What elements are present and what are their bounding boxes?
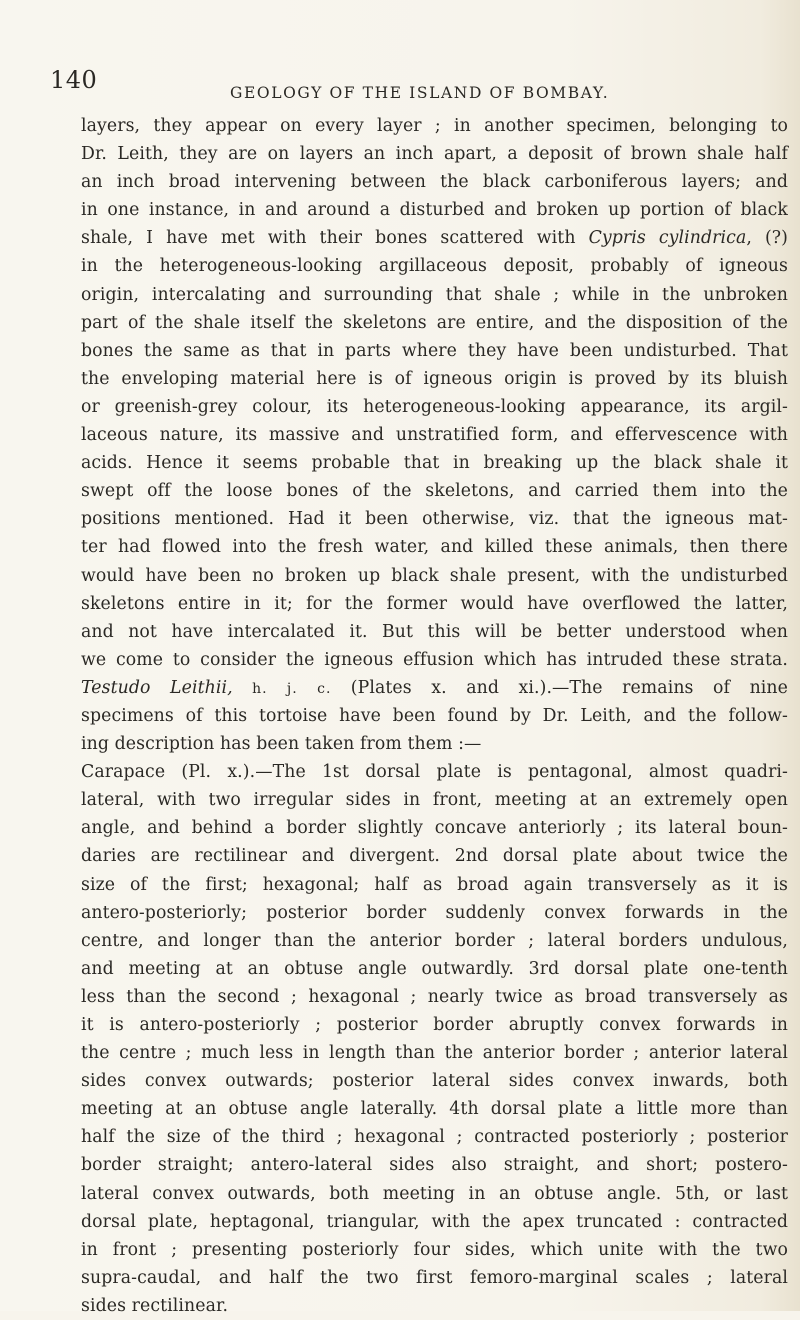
text-line: size of the first; hexagonal; half as broad again transversely as it is xyxy=(81,874,788,895)
text-line: lateral convex outwards, both meeting in an obtuse angle. 5th, or last xyxy=(81,1183,788,1204)
text-line: origin, intercalating and surrounding that shale ; while in the unbroken xyxy=(81,284,788,305)
taxon-author: h. j. c. xyxy=(232,680,351,697)
text-line: supra-caudal, and half the two first femoro-marginal scales ; lateral xyxy=(81,1267,788,1288)
text-line: skeletons entire in it; for the former would have overflowed the latter, xyxy=(81,593,788,614)
text-line: would have been no broken up black shale present, with the undisturbed xyxy=(81,565,788,586)
text-line: and meeting at an obtuse angle outwardly. 3rd dorsal plate one-tenth xyxy=(81,958,788,979)
running-title: GEOLOGY OF THE ISLAND OF BOMBAY. xyxy=(230,84,610,102)
text-line-end: (Plates x. and xi.).—The remains of nine xyxy=(350,677,788,698)
text-line: an inch broad intervening between the black carboniferous layers; and xyxy=(81,172,788,193)
text-line: meeting at an obtuse angle laterally. 4th dorsal plate a little more than xyxy=(81,1099,788,1120)
text-line: in the heterogeneous-looking argillaceous deposit, probably of igneous xyxy=(81,256,788,277)
text-line: in one instance, in and around a disturbed and broken up portion of black xyxy=(81,200,788,221)
text-line: sides convex outwards; posterior lateral sides convex inwards, both xyxy=(81,1071,788,1092)
text-line: in front ; presenting posteriorly four sides, which unite with the two xyxy=(81,1239,788,1260)
section-heading-line xyxy=(81,674,788,702)
text-line: Carapace (Pl. x.).—The 1st dorsal plate is pentagonal, almost quadri- xyxy=(81,762,788,783)
text-line: daries are rectilinear and divergent. 2nd dorsal plate about twice the xyxy=(81,846,788,867)
text-line: lateral, with two irregular sides in front, meeting at an extremely open xyxy=(81,790,788,811)
taxon-name: Testudo Leithii, xyxy=(81,677,233,698)
text-line: acids. Hence it seems probable that in breaking up the black shale it xyxy=(81,453,788,474)
body-text xyxy=(81,112,788,1320)
text-line: and not have intercalated it. But this will be better understood when xyxy=(81,621,788,642)
text-line: dorsal plate, heptagonal, triangular, with the apex truncated : contracted xyxy=(81,1211,788,1232)
text-line: laceous nature, its massive and unstratified form, and effervescence with xyxy=(81,425,788,446)
text-line: border straight; antero-lateral sides also straight, and short; postero- xyxy=(81,1155,788,1176)
text-line: swept off the loose bones of the skeletons, and carried them into the xyxy=(81,481,788,502)
text-line: centre, and longer than the anterior border ; lateral borders undulous, xyxy=(81,930,788,951)
text-line: layers, they appear on every layer ; in another specimen, belonging to xyxy=(81,116,788,136)
text-line: the centre ; much less in length than the anterior border ; anterior lateral xyxy=(81,1043,788,1064)
text-line: specimens of this tortoise have been found by Dr. Leith, and the follow- xyxy=(81,705,788,726)
species-query: , (?) xyxy=(746,228,788,249)
text-line-with-species xyxy=(81,224,788,252)
text-line: we come to consider the igneous effusion which has intruded these strata. xyxy=(81,649,788,670)
text-line: the enveloping material here is of igneous origin is proved by its bluish xyxy=(81,368,788,389)
text-line: it is antero-posteriorly ; posterior border abruptly convex forwards in xyxy=(81,1015,788,1035)
page-number: 140 xyxy=(50,66,98,94)
text-line: positions mentioned. Had it been otherwise, viz. that the igneous mat- xyxy=(81,509,788,530)
species-name: Cypris cylindrica xyxy=(588,228,747,249)
text-line: ing description has been taken from them :— xyxy=(81,734,482,755)
text-line: less than the second ; hexagonal ; nearly twice as broad transversely as xyxy=(81,986,788,1007)
text-line: or greenish-grey colour, its heterogeneous-looking appearance, its argil- xyxy=(81,396,788,417)
text-line: bones the same as that in parts where they have been undisturbed. That xyxy=(81,340,788,361)
text-line: angle, and behind a border slightly concave anteriorly ; its lateral boun- xyxy=(81,818,788,839)
text-line: antero-posteriorly; posterior border suddenly convex forwards in the xyxy=(81,902,788,923)
text-line: Dr. Leith, they are on layers an inch apart, a deposit of brown shale half xyxy=(81,144,788,165)
text-line: part of the shale itself the skeletons are entire, and the disposition of the xyxy=(81,312,788,333)
text-line: ter had flowed into the fresh water, and killed these animals, then there xyxy=(81,537,788,558)
text-line: sides rectilinear. xyxy=(81,1295,229,1316)
text-line-start: shale, I have met with their bones scattered with xyxy=(81,228,576,249)
text-line: half the size of the third ; hexagonal ; contracted posteriorly ; posterior xyxy=(81,1127,788,1148)
